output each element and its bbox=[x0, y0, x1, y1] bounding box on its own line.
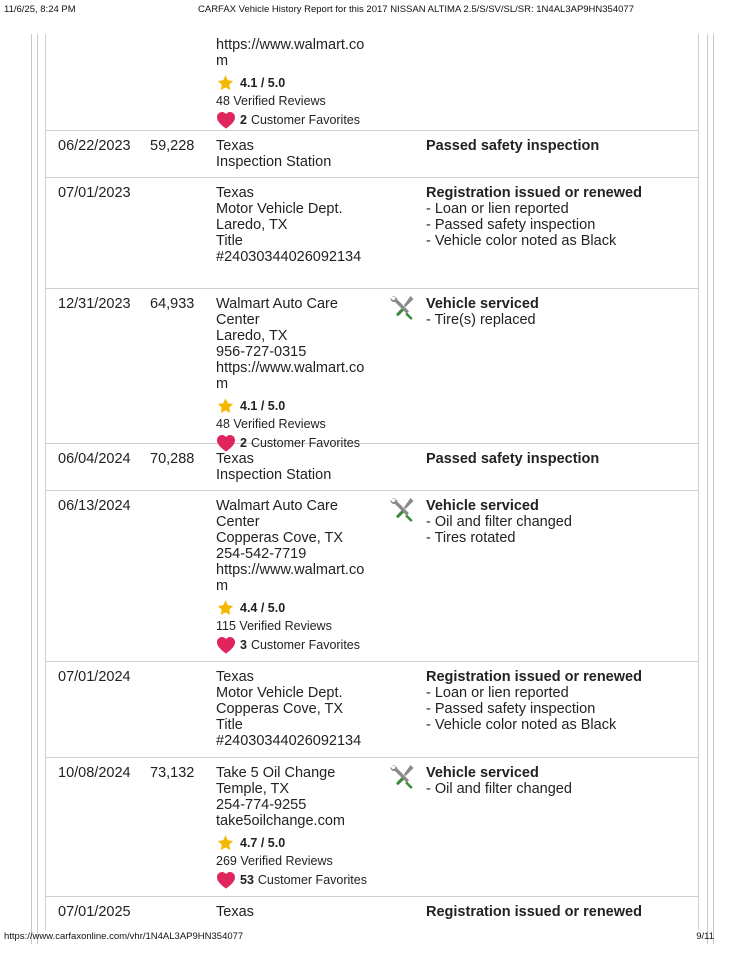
row-comments bbox=[426, 498, 696, 546]
history-row bbox=[46, 662, 698, 758]
source-line: Inspection Station bbox=[216, 467, 332, 483]
source-line: m bbox=[216, 578, 229, 594]
source-line: m bbox=[216, 376, 229, 392]
row-source bbox=[216, 138, 376, 170]
comment-title: Vehicle serviced bbox=[426, 498, 539, 514]
comment-detail: - Passed safety inspection bbox=[426, 217, 696, 233]
history-row bbox=[46, 491, 698, 662]
rating-value: 4.1 / 5.0 bbox=[240, 399, 286, 413]
row-odometer: 70,288 bbox=[150, 451, 195, 467]
comment-detail: - Loan or lien reported bbox=[426, 685, 696, 701]
row-date: 12/31/2023 bbox=[58, 296, 131, 312]
source-line: 254-542-7719 bbox=[216, 546, 307, 562]
source-line: Center bbox=[216, 514, 260, 530]
source-line: Copperas Cove, TX bbox=[216, 701, 344, 717]
row-date: 07/01/2023 bbox=[58, 185, 131, 201]
row-source bbox=[216, 669, 376, 749]
customer-favorites bbox=[216, 111, 376, 129]
source-line: Temple, TX bbox=[216, 781, 290, 797]
verified-reviews bbox=[216, 853, 376, 869]
comment-detail: - Vehicle color noted as Black bbox=[426, 233, 696, 249]
comment-title: Registration issued or renewed bbox=[426, 185, 642, 201]
favorites-label: Customer Favorites bbox=[250, 436, 361, 450]
service-icon bbox=[388, 294, 416, 320]
review-label: Verified Reviews bbox=[240, 854, 333, 868]
row-comments bbox=[426, 296, 696, 328]
history-row bbox=[46, 758, 698, 897]
heart-icon bbox=[216, 636, 236, 654]
comment-title: Passed safety inspection bbox=[426, 138, 600, 154]
rating-value: 4.1 / 5.0 bbox=[240, 76, 286, 90]
print-url: https://www.carfaxonline.com/vhr/1N4AL3AP9HN354077 bbox=[4, 931, 244, 942]
favorites-count: 2 bbox=[240, 436, 247, 450]
row-date: 07/01/2025 bbox=[58, 904, 131, 920]
page-border-right-outer bbox=[713, 34, 714, 944]
rating bbox=[216, 834, 376, 852]
row-date: 06/13/2024 bbox=[58, 498, 131, 514]
page-number: 9/11 bbox=[696, 931, 714, 942]
source-line: Laredo, TX bbox=[216, 328, 288, 344]
source-line: #24030344026092134 bbox=[216, 249, 362, 265]
source-line: Motor Vehicle Dept. bbox=[216, 685, 343, 701]
print-header bbox=[0, 4, 742, 18]
source-line: #24030344026092134 bbox=[216, 733, 362, 749]
source-line: Motor Vehicle Dept. bbox=[216, 201, 343, 217]
row-source bbox=[216, 451, 376, 483]
rating bbox=[216, 599, 376, 617]
print-timestamp: 11/6/25, 8:24 PM bbox=[4, 4, 76, 15]
source-line: 956-727-0315 bbox=[216, 344, 307, 360]
page-border-right-inner bbox=[707, 34, 708, 944]
star-icon bbox=[216, 74, 235, 92]
service-icon bbox=[388, 496, 416, 522]
comment-title: Vehicle serviced bbox=[426, 296, 539, 312]
row-odometer: 73,132 bbox=[150, 765, 195, 781]
page-border-left-inner bbox=[37, 34, 38, 944]
history-row bbox=[46, 289, 698, 450]
row-source bbox=[216, 904, 376, 920]
favorites-count: 2 bbox=[240, 113, 247, 127]
comment-title: Registration issued or renewed bbox=[426, 669, 642, 685]
row-source bbox=[216, 765, 376, 889]
source-line: Laredo, TX bbox=[216, 217, 288, 233]
comment-title: Vehicle serviced bbox=[426, 765, 539, 781]
source-line: Title bbox=[216, 233, 243, 249]
source-line: Texas bbox=[216, 185, 254, 201]
comment-detail: - Vehicle color noted as Black bbox=[426, 717, 696, 733]
source-line: Texas bbox=[216, 138, 254, 154]
row-comments bbox=[426, 451, 696, 467]
rating-value: 4.4 / 5.0 bbox=[240, 601, 286, 615]
row-date: 06/22/2023 bbox=[58, 138, 131, 154]
star-icon bbox=[216, 599, 235, 617]
favorites-label: Customer Favorites bbox=[250, 113, 361, 127]
comment-detail: - Loan or lien reported bbox=[426, 201, 696, 217]
comment-detail: - Passed safety inspection bbox=[426, 701, 696, 717]
row-comments bbox=[426, 138, 696, 154]
source-line: Take 5 Oil Change bbox=[216, 765, 336, 781]
source-line: m bbox=[216, 53, 229, 69]
source-line: Title bbox=[216, 717, 243, 733]
row-comments bbox=[426, 765, 696, 797]
row-date: 07/01/2024 bbox=[58, 669, 131, 685]
review-count: 48 bbox=[216, 417, 230, 431]
row-source bbox=[216, 185, 376, 265]
row-date: 06/04/2024 bbox=[58, 451, 131, 467]
source-line: Center bbox=[216, 312, 260, 328]
comment-detail: - Oil and filter changed bbox=[426, 514, 696, 530]
print-title: CARFAX Vehicle History Report for this 2017 NISSAN ALTIMA 2.5/S/SV/SL/SR: 1N4AL3AP9HN354077 bbox=[198, 4, 634, 15]
row-comments bbox=[426, 185, 696, 249]
history-row bbox=[46, 34, 698, 131]
source-line: https://www.walmart.co bbox=[216, 562, 365, 578]
comment-detail: - Tire(s) replaced bbox=[426, 312, 696, 328]
source-line: https://www.walmart.co bbox=[216, 360, 365, 376]
row-source bbox=[216, 296, 376, 452]
history-row bbox=[46, 178, 698, 289]
history-row bbox=[46, 444, 698, 491]
source-line: https://www.walmart.co bbox=[216, 37, 365, 53]
rating bbox=[216, 397, 376, 415]
favorites-label: Customer Favorites bbox=[250, 638, 361, 652]
row-comments bbox=[426, 669, 696, 733]
review-count: 115 bbox=[216, 619, 236, 633]
row-comments bbox=[426, 904, 696, 920]
heart-icon bbox=[216, 871, 236, 889]
favorites-count: 53 bbox=[240, 873, 254, 887]
review-count: 48 bbox=[216, 94, 230, 108]
comment-title: Registration issued or renewed bbox=[426, 904, 642, 920]
page-border-left-outer bbox=[31, 34, 32, 944]
comment-detail: - Tires rotated bbox=[426, 530, 696, 546]
review-count: 269 bbox=[216, 854, 237, 868]
row-odometer: 59,228 bbox=[150, 138, 195, 154]
comment-detail: - Oil and filter changed bbox=[426, 781, 696, 797]
star-icon bbox=[216, 834, 235, 852]
source-line: take5oilchange.com bbox=[216, 813, 345, 829]
row-source bbox=[216, 37, 376, 129]
row-odometer: 64,933 bbox=[150, 296, 195, 312]
row-source bbox=[216, 498, 376, 654]
favorites-count: 3 bbox=[240, 638, 247, 652]
source-line: Inspection Station bbox=[216, 154, 332, 170]
comment-title: Passed safety inspection bbox=[426, 451, 600, 467]
history-row bbox=[46, 897, 698, 930]
service-icon bbox=[388, 763, 416, 789]
history-row bbox=[46, 131, 698, 178]
source-line: Texas bbox=[216, 669, 254, 685]
customer-favorites bbox=[216, 636, 376, 654]
verified-reviews bbox=[216, 93, 376, 109]
history-table bbox=[45, 34, 699, 930]
star-icon bbox=[216, 397, 235, 415]
review-label: Verified Reviews bbox=[233, 94, 326, 108]
verified-reviews bbox=[216, 416, 376, 432]
customer-favorites bbox=[216, 871, 376, 889]
source-line: 254-774-9255 bbox=[216, 797, 307, 813]
verified-reviews bbox=[216, 618, 376, 634]
row-date: 10/08/2024 bbox=[58, 765, 131, 781]
rating-value: 4.7 / 5.0 bbox=[240, 836, 286, 850]
source-line: Texas bbox=[216, 451, 254, 467]
review-label: Verified Reviews bbox=[233, 417, 326, 431]
source-line: Walmart Auto Care bbox=[216, 498, 338, 514]
print-footer bbox=[0, 931, 742, 945]
heart-icon bbox=[216, 111, 236, 129]
source-line: Walmart Auto Care bbox=[216, 296, 338, 312]
source-line: Texas bbox=[216, 904, 254, 920]
favorites-label: Customer Favorites bbox=[257, 873, 367, 887]
review-label: Verified Reviews bbox=[239, 619, 332, 633]
source-line: Copperas Cove, TX bbox=[216, 530, 344, 546]
rating bbox=[216, 74, 376, 92]
